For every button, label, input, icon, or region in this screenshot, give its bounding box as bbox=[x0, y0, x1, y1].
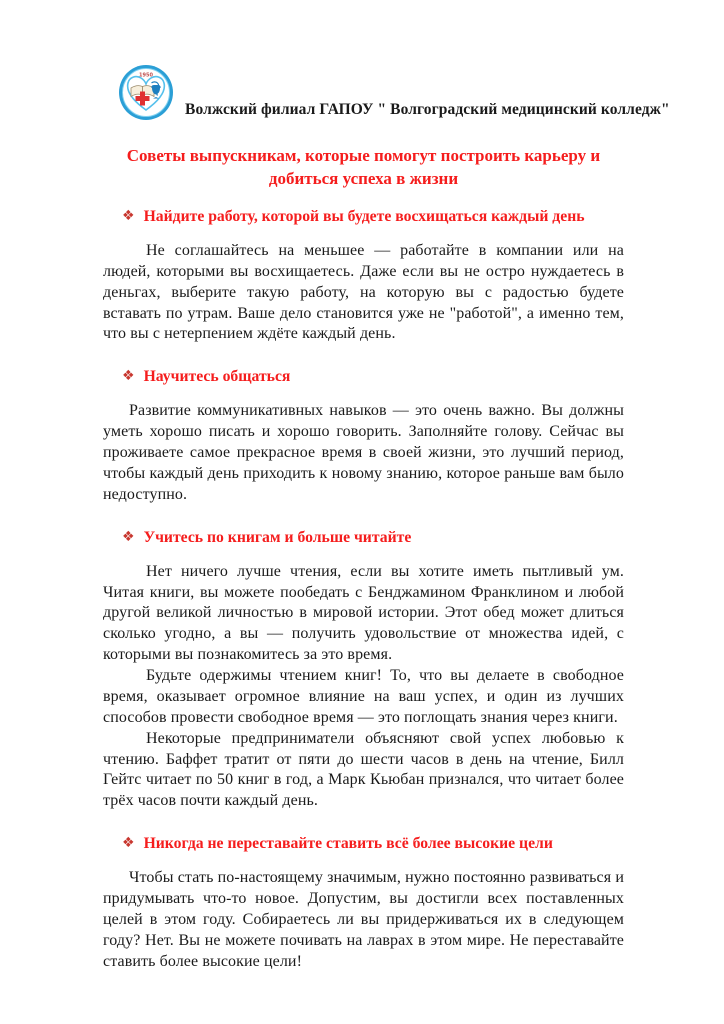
paragraph: Развитие коммуникативных навыков — это очень важно. Вы должны уметь хорошо писать и хорошо говорить. Заполняйте голову. Сейчас вы проживаете самое прекрасное время в своей жизни, это лучший период, чтобы каждый день приходить к новому знанию, которое раньше вам было недоступно. bbox=[103, 402, 624, 503]
diamond-bullet-icon: ❖ bbox=[122, 207, 135, 224]
svg-text:1950: 1950 bbox=[139, 72, 153, 79]
section-heading-label: Научитесь общаться bbox=[143, 368, 291, 386]
section-heading-read-books bbox=[122, 529, 624, 547]
section-heading-label: Найдите работу, которой вы будете восхищаться каждый день bbox=[143, 207, 585, 225]
document-title: Советы выпускникам, которые помогут построить карьеру и добиться успеха в жизни bbox=[126, 146, 601, 189]
section-heading-find-job bbox=[122, 208, 624, 226]
paragraph: Будьте одержимы чтением книг! То, что вы делаете в свободное время, оказывает огромное влияние на ваш успех, и один из лучших способов провести свободное время — это поглощать знания через книги. bbox=[103, 667, 624, 726]
paragraph: Не соглашайтесь на меньшее — работайте в компании или на людей, которыми вы восхищаетесь. Даже если вы не остро нуждаетесь в деньгах, выберите такую работу, на которую вы с радостью будете вставать по утрам. Ваше дело становится уже не "работой", а именно тем, что вы с нетерпением ждёте каждый день. bbox=[103, 241, 624, 343]
diamond-bullet-icon: ❖ bbox=[122, 368, 135, 385]
document-header bbox=[118, 64, 670, 121]
section-heading-communicate bbox=[122, 368, 624, 386]
org-name: Волжский филиал ГАПОУ " Волгоградский медицинский колледж" bbox=[185, 101, 670, 119]
paragraph: Чтобы стать по-настоящему значимым, нужно постоянно развиваться и придумывать что-то новое. Допустим, вы достигли всех поставленных целей в этом году. Собираетесь ли вы придерживаться их в следующем году? Нет. Вы не можете почивать на лаврах в этом мире. Не переставайте ставить более высокие цели! bbox=[103, 869, 624, 970]
diamond-bullet-icon: ❖ bbox=[122, 528, 135, 545]
paragraph: Нет ничего лучше чтения, если вы хотите иметь пытливый ум. Читая книги, вы можете пообедать с Бенджамином Франклином и любой другой великой личностью в мировой истории. Этот обед может длиться сколько угодно, а вы — получить удовольствие от множества идей, с которыми вы познакомитесь за это время. bbox=[103, 562, 624, 664]
section-heading-higher-goals bbox=[122, 835, 624, 853]
section-heading-label: Учитесь по книгам и больше читайте bbox=[143, 528, 412, 546]
college-emblem-logo bbox=[118, 64, 174, 121]
diamond-bullet-icon: ❖ bbox=[122, 835, 135, 852]
paragraph: Некоторые предприниматели объясняют свой успех любовью к чтению. Баффет тратит от пяти до шести часов в день на чтение, Билл Гейтс читает по 50 книг в год, а Марк Кьюбан признался, что читает более трёх часов почти каждый день. bbox=[103, 729, 624, 810]
section-heading-label: Никогда не переставайте ставить всё более высокие цели bbox=[143, 835, 553, 853]
